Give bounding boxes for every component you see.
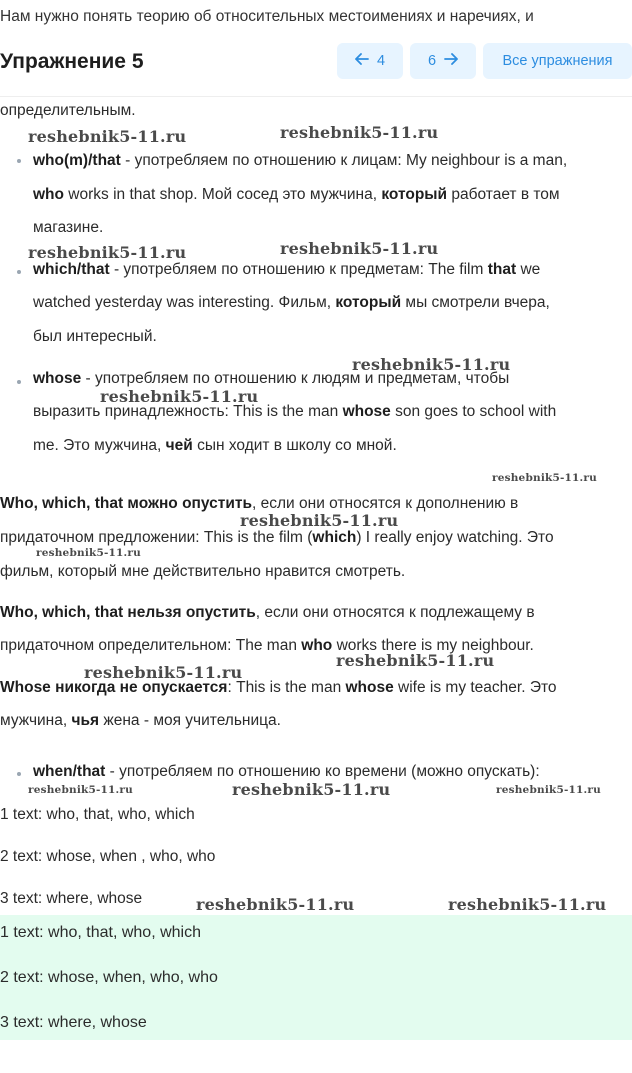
bullet-which-line-3: был интересный. [33, 328, 157, 345]
watermark: reshebnik5-11.ru [492, 472, 597, 484]
bullet-which-line-2 [33, 293, 550, 313]
text: : This is the man [227, 679, 346, 696]
keyword: that [487, 261, 517, 278]
bullet-whose-line-3 [33, 436, 397, 456]
watermark: reshebnik5-11.ru [280, 239, 439, 258]
text: me. Это мужчина, [33, 437, 166, 454]
keyword: which [312, 529, 357, 546]
keyword: который [335, 294, 402, 311]
answer-line-3: 3 text: where, whose [0, 1014, 147, 1031]
all-exercises-button[interactable] [483, 43, 632, 79]
header-divider [0, 96, 632, 97]
watermark: reshebnik5-11.ru [352, 355, 511, 374]
answer-line-2: 2 text: whose, when, who, who [0, 969, 218, 986]
text-answer-1: 1 text: who, that, who, which [0, 806, 195, 823]
keyword: whose [345, 679, 394, 696]
text: работает в том [447, 186, 560, 203]
text: wife is my teacher. Это [393, 679, 557, 696]
keyword: when/that [33, 763, 106, 780]
page-title: Упражнение 5 [0, 50, 144, 73]
all-exercises-label: Все упражнения [502, 53, 613, 69]
watermark: reshebnik5-11.ru [100, 387, 259, 406]
text: выразить принадлежность: This is the man [33, 403, 343, 420]
watermark: reshebnik5-11.ru [28, 243, 187, 262]
text: we [516, 261, 541, 278]
intro-text: Нам нужно понять теорию об относительных местоимениях и наречиях, и [0, 8, 534, 25]
next-exercise-button[interactable] [410, 43, 476, 79]
bullet-who-line-3: магазине. [33, 219, 104, 236]
prev-exercise-label: 4 [376, 53, 386, 69]
arrow-left-icon [355, 53, 369, 69]
text: мужчина, [0, 712, 72, 729]
text: watched yesterday was interesting. Фильм, [33, 294, 336, 311]
text: - употребляем по отношению ко времени (можно опускать): [105, 763, 540, 780]
para-omit-line-2 [0, 528, 554, 548]
text: жена - моя учительница. [99, 712, 281, 729]
keyword: Who, which, that нельзя опустить [0, 604, 256, 621]
bullet-when-line-1 [33, 762, 540, 782]
bullet-dot [17, 772, 21, 776]
text-answer-2: 2 text: whose, when , who, who [0, 848, 216, 865]
arrow-right-icon [444, 53, 458, 69]
keyword: чья [71, 712, 100, 729]
text: - употребляем по отношению к людям и предметам, чтобы [81, 370, 510, 387]
watermark: reshebnik5-11.ru [28, 784, 133, 796]
keyword: who [301, 637, 333, 654]
text: , если они относятся к дополнению в [252, 495, 519, 512]
keyword: чей [165, 437, 193, 454]
para-whose-line-2 [0, 711, 281, 731]
body-line: определительным. [0, 102, 136, 119]
next-exercise-label: 6 [427, 53, 437, 69]
text: - употребляем по отношению к предметам: The film [109, 261, 488, 278]
watermark: reshebnik5-11.ru [496, 784, 601, 796]
watermark: reshebnik5-11.ru [196, 895, 355, 914]
bullet-dot [17, 380, 21, 384]
watermark: reshebnik5-11.ru [84, 663, 243, 682]
keyword: whose [342, 403, 391, 420]
text: - употребляем по отношению к лицам: My neighbour is a man, [120, 152, 568, 169]
text: сын ходит в школу со мной. [192, 437, 397, 454]
keyword: who [33, 186, 64, 203]
bullet-which-line-1 [33, 260, 540, 280]
watermark: reshebnik5-11.ru [240, 511, 399, 530]
bullet-who-line-2 [33, 185, 560, 205]
watermark: reshebnik5-11.ru [336, 651, 495, 670]
keyword: which/that [33, 261, 110, 278]
text: мы смотрели вчера, [401, 294, 550, 311]
keyword: whose [33, 370, 82, 387]
text: придаточном определительном: The man [0, 637, 302, 654]
bullet-dot [17, 270, 21, 274]
watermark: reshebnik5-11.ru [232, 780, 391, 799]
bullet-who-line-1 [33, 151, 567, 171]
para-omit-line-3: фильм, который мне действительно нравится смотреть. [0, 563, 406, 580]
keyword: Whose никогда не опускается [0, 679, 228, 696]
keyword: Who, which, that можно опустить [0, 495, 253, 512]
watermark: reshebnik5-11.ru [36, 547, 141, 559]
bullet-dot [17, 159, 21, 163]
text: придаточном предложении: This is the film ( [0, 529, 313, 546]
keyword: who(m)/that [33, 152, 121, 169]
para-no-omit-line-1 [0, 603, 535, 623]
text: , если они относятся к подлежащему в [255, 604, 535, 621]
text-answer-3: 3 text: where, whose [0, 890, 143, 907]
text: works there is my neighbour. [332, 637, 534, 654]
watermark: reshebnik5-11.ru [28, 127, 187, 146]
text: works in that shop. Мой сосед это мужчина, [64, 186, 382, 203]
keyword: который [381, 186, 448, 203]
text: son goes to school with [390, 403, 557, 420]
watermark: reshebnik5-11.ru [448, 895, 607, 914]
answer-line-1: 1 text: who, that, who, which [0, 924, 201, 941]
watermark: reshebnik5-11.ru [280, 123, 439, 142]
prev-exercise-button[interactable] [337, 43, 403, 79]
text: ) I really enjoy watching. Это [356, 529, 554, 546]
